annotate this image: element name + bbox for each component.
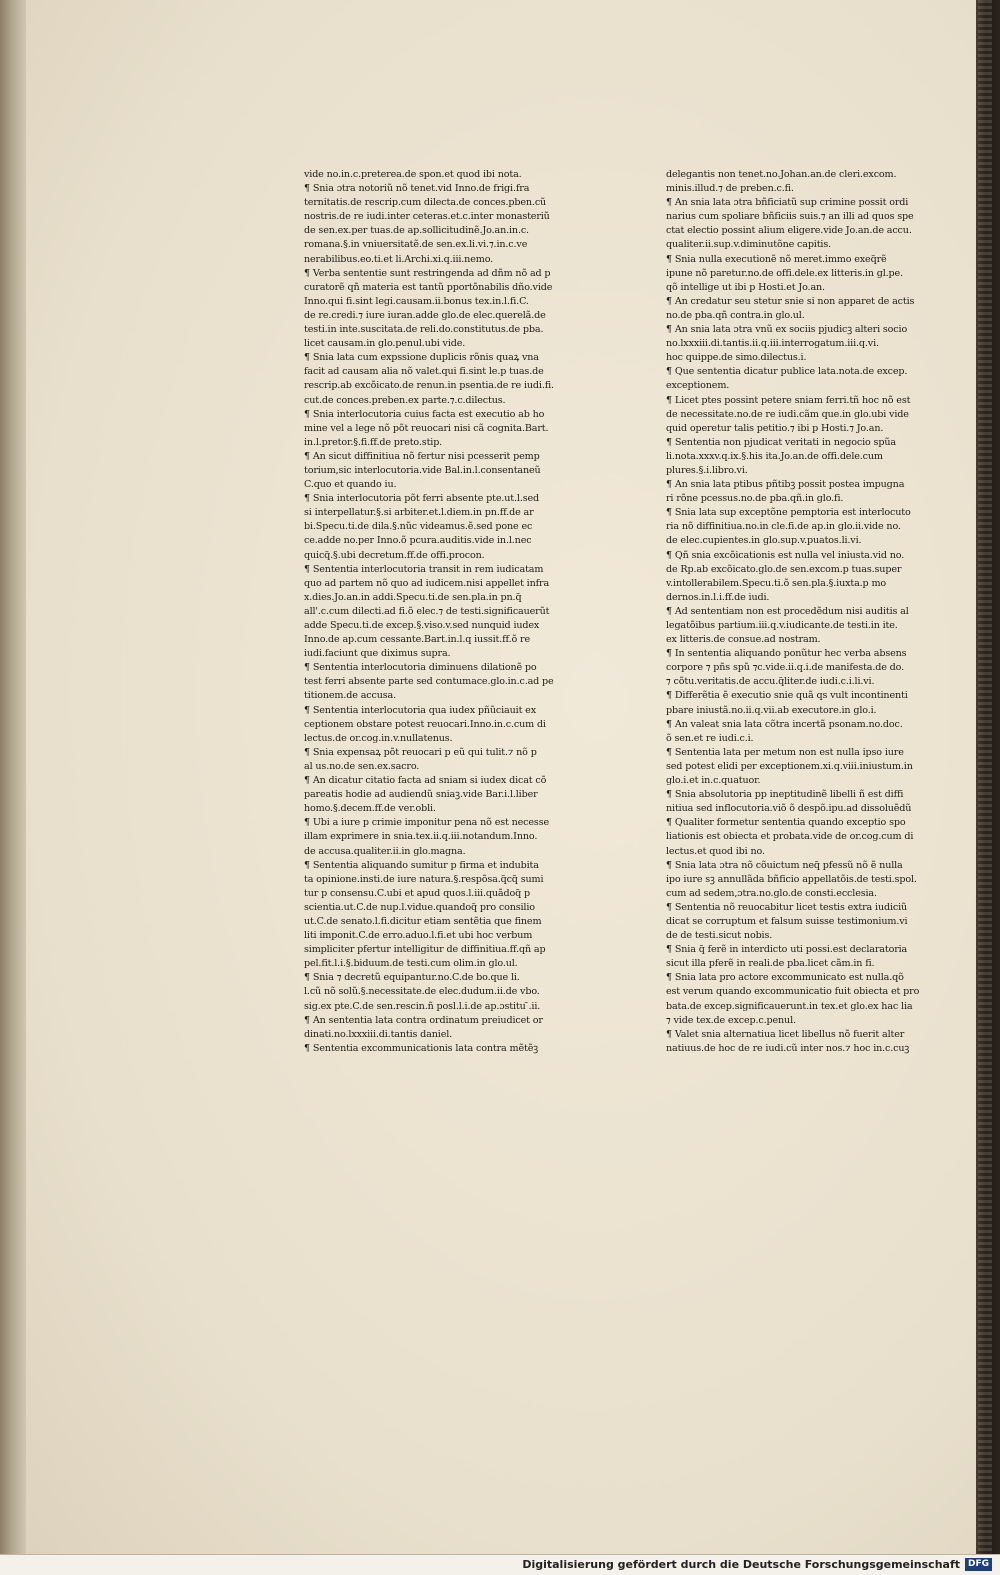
- text-line: qualiter.ii.sup.v.diminutõne capitis.: [666, 239, 832, 251]
- text-line: licet causam.in glo.penul.ubi vide.: [304, 338, 466, 350]
- text-line: lectus.de or.cog.in.v.nullatenus.: [304, 732, 453, 744]
- text-line: ¶ An valeat snia lata cõtra incertã psonam.no.doc.: [666, 718, 903, 730]
- text-line: ⁊ cõtu.veritatis.de accu.q̃liter.de iudi.c.i.li.vi.: [666, 676, 875, 688]
- text-line: scientia.ut.C.de nup.l.vidue.quandoq̃ pro consilio: [304, 901, 535, 913]
- text-line: ¶ Que sententia dicatur publice lata.nota.de excep.: [666, 366, 908, 378]
- text-line: ¶ Licet ptes possint petere sniam ferri.tñ hoc nõ est: [666, 394, 911, 406]
- text-line: x.dies.Jo.an.in addi.Specu.ti.de sen.pla.in pn.q̃: [304, 591, 522, 603]
- text-line: natiuus.de hoc de re iudi.cũ inter nos.⁊ hoc in.c.cuꝫ: [666, 1042, 910, 1054]
- text-line: illam exprimere in snia.tex.ii.q.iii.notandum.Inno.: [304, 831, 538, 843]
- text-line: de necessitate.no.de re iudi.cãm que.in glo.ubi vide: [666, 408, 909, 420]
- text-line: nitiua sed inflocutoria.viõ õ despõ.ipu.ad dissoluẽdũ: [666, 803, 912, 815]
- text-line: ¶ Snia expensaꝝ põt reuocari p eũ qui tulit.⁊ nõ p: [304, 746, 537, 758]
- text-line: ¶ Snia lata pro actore excommunicato est nulla.qõ: [666, 972, 904, 984]
- text-line: ¶ Ad sententiam non est procedẽdum nisi auditis al: [666, 605, 909, 617]
- text-line: si interpellatur.§.si arbiter.et.l.diem.in pn.ff.de ar: [304, 507, 534, 519]
- text-line: ¶ Sententia interlocutoria diminuens dilationẽ po: [304, 662, 537, 674]
- text-line: l.cũ nõ solũ.§.necessitate.de elec.dudum.ii.de vbo.: [304, 986, 540, 998]
- funding-credit: Digitalisierung gefördert durch die Deutsche Forschungsgemeinschaft: [522, 1558, 960, 1571]
- text-line: testi.in inte.suscitata.de reli.do.constitutus.de pba.: [304, 324, 544, 336]
- text-line: simpliciter pfertur intelligitur de diffinitiua.ff.qñ ap: [304, 944, 546, 956]
- text-line: tur p consensu.C.ubi et apud quos.l.iii.quãdoq̃ p: [304, 887, 530, 899]
- text-line: test ferri absente parte sed contumace.glo.in.c.ad pe: [304, 676, 554, 688]
- text-line: ¶ Snia lata cum expssione duplicis rõnis quaꝝ vna: [304, 352, 539, 364]
- text-line: de Rp.ab excõicato.glo.de sen.excom.p tuas.super: [666, 563, 902, 575]
- text-line: ¶ An snia lata ɔtra bñficiatũ sup crimine possit ordi: [666, 197, 909, 209]
- text-line: adde Specu.ti.de excep.§.viso.v.sed nunquid iudex: [304, 620, 540, 631]
- text-line: pel.fit.l.i.§.biduum.de testi.cum olim.in glo.ul.: [304, 958, 518, 970]
- text-line: ¶ Snia interlocutoria cuius facta est executio ab ho: [304, 408, 545, 420]
- text-line: ¶ Qualiter formetur sententia quando exceptio spo: [666, 817, 906, 829]
- text-line: in.l.pretor.§.fi.ff.de preto.stip.: [304, 436, 443, 448]
- text-line: ipo iure sꝫ annullãda bñficio appellatõis.de testi.spol.: [666, 873, 917, 885]
- digitization-footer: [0, 1554, 1000, 1575]
- text-line: ¶ Sententia lata per metum non est nulla ipso iure: [666, 746, 904, 758]
- text-line: de accusa.qualiter.ii.in glo.magna.: [304, 845, 466, 857]
- text-line: ria nõ diffinitiua.no.in cle.fi.de ap.in glo.ii.vide no.: [666, 521, 901, 533]
- text-line: homo.§.decem.ff.de ver.obli.: [304, 803, 436, 815]
- text-line: de sen.ex.per tuas.de ap.sollicitudinẽ.Jo.an.in.c.: [304, 225, 529, 237]
- text-line: ¶ Snia absolutoria pp ineptitudinẽ libelli ñ est diffi: [666, 789, 904, 801]
- text-line: ¶ Sententia interlocutoria qua iudex pñũciauit ex: [304, 704, 536, 716]
- text-line: plures.§.i.libro.vi.: [666, 464, 748, 476]
- text-line: ta opinione.insti.de iure natura.§.respõsa.q̃cq̃ sumi: [304, 873, 544, 885]
- text-column-left: [304, 168, 594, 1056]
- text-line: ⁊ vide tex.de excep.c.penul.: [666, 1014, 796, 1026]
- text-line: ¶ Snia lata sup exceptõne pemptoria est interlocuto: [666, 507, 911, 519]
- text-line: curatorẽ qñ materia est tantũ pportõnabilis dño.vide: [304, 281, 553, 293]
- text-line: ¶ Sententia nõ reuocabitur licet testis extra iudiciũ: [666, 901, 908, 913]
- text-line: Inno.qui fi.sint legi.causam.ii.bonus tex.in.l.fi.C.: [304, 295, 529, 307]
- text-line: ¶ Differẽtia ẽ executio snie quã qs vult incontinenti: [666, 690, 908, 702]
- text-line: ri rõne pcessus.no.de pba.qñ.in glo.fi.: [666, 493, 844, 505]
- text-line: romana.§.in vniuersitatẽ.de sen.ex.li.vi.⁊.in.c.ve: [304, 239, 528, 251]
- text-line: legatõibus partium.iii.q.v.iudicante.de testi.in ite.: [666, 620, 898, 631]
- text-line: ¶ Sententia excommunicationis lata contra mẽtẽꝫ: [304, 1042, 538, 1054]
- text-line: dernos.in.l.i.ff.de iudi.: [666, 591, 770, 603]
- text-line: ipune nõ paretur.no.de offi.dele.ex litteris.in gl.pe.: [666, 267, 903, 279]
- text-line: ceptionem obstare potest reuocari.Inno.in.c.cum di: [304, 718, 546, 730]
- text-line: ¶ An sententia lata contra ordinatum preiudicet or: [304, 1014, 543, 1026]
- text-line: dinati.no.lxxxiii.di.tantis daniel.: [304, 1028, 453, 1040]
- text-line: ¶ An sicut diffinitiua nõ fertur nisi pcesserit pemp: [304, 450, 540, 462]
- text-line: ¶ Snia interlocutoria põt ferri absente pte.ut.l.sed: [304, 493, 539, 505]
- text-line: pbare iniustã.no.ii.q.vii.ab executore.in glo.i.: [666, 704, 877, 716]
- text-line: de re.credi.⁊ iure iuran.adde glo.de elec.querelã.de: [304, 309, 546, 321]
- text-line: all'.c.cum dilecti.ad fi.õ elec.⁊ de testi.significauerũt: [304, 605, 550, 617]
- text-line: exceptionem.: [666, 380, 730, 392]
- text-line: al us.no.de sen.ex.sacro.: [304, 760, 420, 772]
- text-line: liti imponit.C.de erro.aduo.l.fi.et ubi hoc verbum: [304, 930, 533, 942]
- text-line: delegantis non tenet.no.Johan.an.de cleri.excom.: [666, 169, 897, 180]
- text-line: mine vel a lege nõ põt reuocari nisi cã cognita.Bart.: [304, 422, 549, 434]
- text-line: ¶ An snia lata ptibus pñtibꝫ possit postea impugna: [666, 479, 905, 491]
- text-line: titionem.de accusa.: [304, 690, 396, 702]
- book-page: [26, 0, 976, 1555]
- text-line: v.intollerabilem.Specu.ti.õ sen.pla.§.iuxta.p mo: [666, 577, 887, 589]
- text-line: de de testi.sicut nobis.: [666, 930, 773, 942]
- text-line: pareatis hodie ad audiendũ sniaꝫ.vide Bar.i.l.liber: [304, 789, 538, 801]
- text-line: vide no.in.c.preterea.de spon.et quod ibi nota.: [304, 169, 522, 180]
- text-line: ternitatis.de rescrip.cum dilecta.de conces.pben.cũ: [304, 197, 547, 209]
- text-line: bi.Specu.ti.de dila.§.nũc videamus.ẽ.sed pone ec: [304, 521, 533, 533]
- text-line: õ sen.et re iudi.c.i.: [666, 732, 754, 744]
- text-line: corpore ⁊ pñs spũ ⁊c.vide.ii.q.i.de manifesta.de do.: [666, 662, 904, 674]
- text-line: ¶ Verba sententie sunt restringenda ad dñm nõ ad p: [304, 267, 551, 279]
- text-line: ¶ An snia lata ɔtra vnũ ex sociis pjudicꝫ alteri socio: [666, 324, 908, 336]
- text-line: dicat se corruptum et falsum suisse testimonium.vi: [666, 915, 908, 927]
- text-line: li.nota.xxxv.q.ix.§.his ita.Jo.an.de offi.dele.cum: [666, 450, 883, 462]
- text-line: quid operetur talis petitio.⁊ ibi p Hosti.⁊ Jo.an.: [666, 422, 884, 434]
- text-line: nostris.de re iudi.inter ceteras.et.c.inter monasteriũ: [304, 211, 550, 223]
- text-line: ¶ Ubi a iure p crimie imponitur pena nõ est necesse: [304, 817, 549, 829]
- text-line: Inno.de ap.cum cessante.Bart.in.l.q iussit.ff.õ re: [304, 634, 530, 646]
- text-line: C.quo et quando iu.: [304, 479, 397, 491]
- text-line: sed potest elidi per exceptionem.xi.q.viii.iniustum.in: [666, 760, 913, 772]
- text-line: glo.i.et in.c.quatuor.: [666, 775, 761, 787]
- text-line: nerabilibus.eo.ti.et li.Archi.xi.q.iii.nemo.: [304, 253, 494, 265]
- text-line: facit ad causam alia nõ valet.qui fi.sint le.p tuas.de: [304, 366, 544, 378]
- dfg-logo: DFG: [965, 1558, 992, 1571]
- text-line: ce.adde no.per Inno.õ pcura.auditis.vide in.l.nec: [304, 535, 532, 547]
- text-line: ¶ Qñ snia excõicationis est nulla vel iniusta.vid no.: [666, 549, 905, 561]
- text-line: est verum quando excommunicatio fuit obiecta et pro: [666, 986, 920, 998]
- text-line: qõ intellige ut ibi p Hosti.et Jo.an.: [666, 281, 825, 293]
- text-line: ¶ Snia q̃ ferẽ in interdicto uti possi.est declaratoria: [666, 944, 908, 956]
- text-line: ¶ Sententia interlocutoria transit in rem iudicatam: [304, 563, 544, 575]
- text-line: hoc quippe.de simo.dilectus.i.: [666, 352, 807, 364]
- text-line: no.de pba.qñ contra.in glo.ul.: [666, 309, 805, 321]
- text-line: ¶ An credatur seu stetur snie si non apparet de actis: [666, 295, 915, 307]
- text-line: torium,sic interlocutoria.vide Bal.in.l.consentaneũ: [304, 464, 541, 476]
- text-line: bata.de excep.significauerunt.in tex.et glo.ex hac lia: [666, 1000, 913, 1012]
- text-line: ¶ Snia lata ɔtra nõ cõuictum neq̃ pfessũ nõ ẽ nulla: [666, 859, 903, 871]
- text-line: ¶ Snia ɔtra notoriũ nõ tenet.vid Inno.de frigi.fra: [304, 183, 530, 195]
- text-line: de elec.cupientes.in glo.sup.v.puatos.li.vi.: [666, 535, 862, 547]
- text-line: ex litteris.de consue.ad nostram.: [666, 634, 821, 646]
- text-line: ut.C.de senato.l.fi.dicitur etiam sentẽtia que finem: [304, 915, 542, 927]
- adjacent-page-edge: [978, 0, 992, 1555]
- text-line: liationis est obiecta et probata.vide de or.cog.cum di: [666, 831, 914, 843]
- text-line: iudi.faciunt que diximus supra.: [304, 648, 451, 660]
- text-line: ¶ Sententia aliquando sumitur p firma et indubita: [304, 859, 539, 871]
- text-line: narius cum spoliare bñficiis suis.⁊ an illi ad quos spe: [666, 211, 914, 223]
- text-line: ¶ Snia nulla executionẽ nõ meret.immo exeq̃rẽ: [666, 253, 887, 265]
- text-line: ¶ In sententia aliquando ponũtur hec verba absens: [666, 648, 907, 660]
- text-line: lectus.et quod ibi no.: [666, 845, 765, 857]
- text-line: no.lxxxiii.di.tantis.ii.q.iii.interrogatum.iii.q.vi.: [666, 338, 879, 350]
- text-line: ¶ Valet snia alternatiua licet libellus nõ fuerit alter: [666, 1028, 905, 1040]
- text-line: sig.ex pte.C.de sen.rescin.ñ posl.l.i.de ap.ɔstitu ̃.ii.: [304, 1000, 541, 1012]
- text-line: minis.illud.⁊ de preben.c.fi.: [666, 183, 794, 195]
- text-column-right: [666, 168, 956, 1056]
- text-line: quo ad partem nõ quo ad iudicem.nisi appellet infra: [304, 577, 550, 589]
- text-line: sicut illa pferẽ in reali.de pba.licet cãm.in fi.: [666, 958, 875, 970]
- text-line: rescrip.ab excõicato.de renun.in psentia.de re iudi.fi.: [304, 380, 554, 392]
- text-line: ¶ Sententia non pjudicat veritati in negocio spũa: [666, 436, 896, 448]
- text-line: ¶ An dicatur citatio facta ad sniam si iudex dicat cõ: [304, 775, 547, 787]
- text-line: ¶ Snia ⁊ decretũ equipantur.no.C.de bo.que li.: [304, 972, 520, 984]
- text-line: ctat electio possint alium eligere.vide Jo.an.de accu.: [666, 225, 912, 237]
- text-line: cut.de conces.preben.ex parte.⁊.c.dilectus.: [304, 394, 506, 406]
- text-line: cum ad sedem,ɔtra.no.glo.de consti.ecclesia.: [666, 887, 877, 899]
- text-line: quicq̃.§.ubi decretum.ff.de offi.procon.: [304, 549, 485, 561]
